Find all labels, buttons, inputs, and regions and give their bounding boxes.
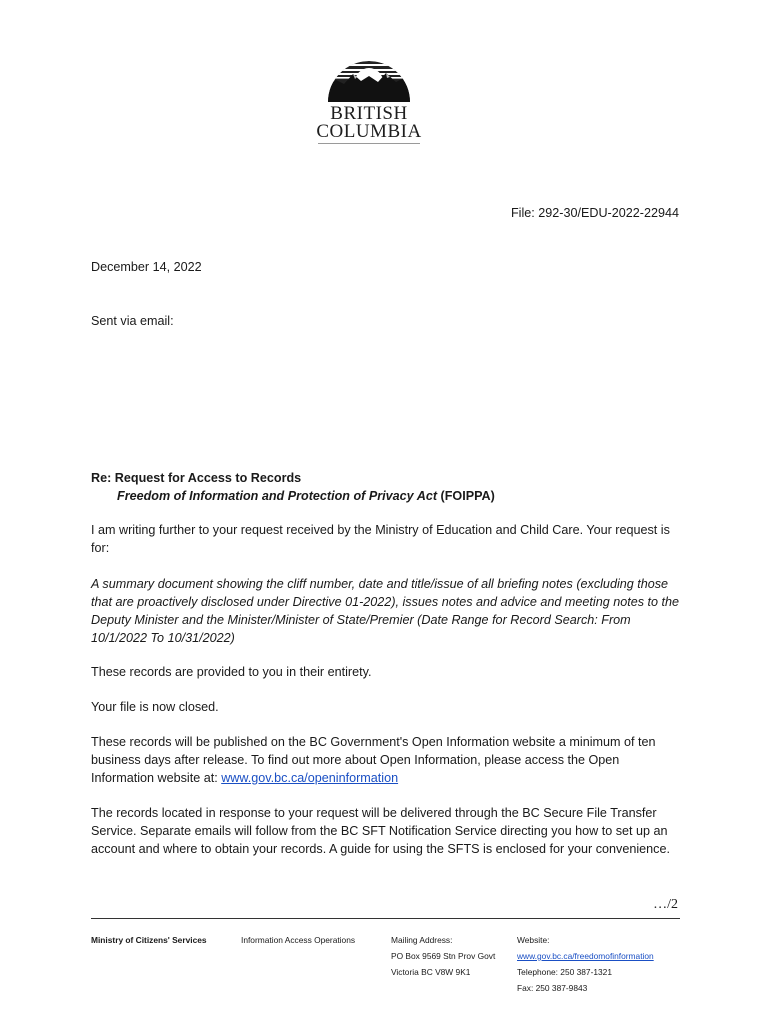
- logo-divider: [318, 143, 420, 144]
- website-link[interactable]: www.gov.bc.ca/freedomofinformation: [517, 951, 654, 961]
- website-label: Website:: [517, 935, 550, 945]
- act-title: Freedom of Information and Protection of Privacy Act: [117, 489, 438, 503]
- bc-government-logo: [312, 46, 426, 150]
- fax: Fax: 250 387-9843: [517, 983, 588, 993]
- subject-act-line: [117, 487, 495, 505]
- footer-ministry: Ministry of Citizens' Services: [91, 935, 207, 945]
- telephone: Telephone: 250 387-1321: [517, 967, 612, 977]
- sent-via-line: Sent via email:: [91, 314, 174, 328]
- mailing-line2: Victoria BC V8W 9K1: [391, 967, 471, 977]
- footer-contact: [517, 932, 654, 996]
- records-provided-paragraph: These records are provided to you in their entirety.: [91, 665, 372, 679]
- subject-line: Re: Request for Access to Records: [91, 471, 302, 485]
- footer-mailing-address: [391, 932, 495, 980]
- open-information-paragraph: [91, 733, 681, 787]
- logo-wordmark-line1: BRITISH: [330, 103, 408, 124]
- open-information-text: These records will be published on the BC Government's Open Information website a minimum of ten business days after release. To find out more about Open Information, please access the Open Information website at:: [91, 735, 656, 785]
- page-continuation: …/2: [653, 897, 678, 912]
- logo-wordmark-line2: COLUMBIA: [316, 121, 422, 142]
- letter-date: December 14, 2022: [91, 260, 202, 274]
- intro-paragraph: I am writing further to your request received by the Ministry of Education and Child Care. Your request is for:: [91, 523, 670, 555]
- request-quote: A summary document showing the cliff number, date and title/issue of all briefing notes (excluding those that are proactively disclosed under Directive 01-2022), issues notes and advice and meeting notes to the Deputy Minister and the Minister/Minister of State/Premier (Date Range for Record Search: From 10/1/2022 To 10/31/2022): [91, 577, 680, 645]
- bc-sun-mountains-icon: [326, 46, 412, 102]
- file-reference: File: 292-30/EDU-2022-22944: [510, 206, 679, 220]
- secure-transfer-paragraph: The records located in response to your request will be delivered through the BC Secure File Transfer Service. Separate emails will follow from the BC SFT Notification Service directing you how to set up an account and where to obtain your records. A guide for using the SFTS is enclosed for your convenience.: [91, 806, 670, 856]
- footer-office: Information Access Operations: [241, 935, 356, 945]
- mailing-label: Mailing Address:: [391, 935, 453, 945]
- act-abbrev: (FOIPPA): [437, 489, 495, 503]
- file-closed-paragraph: Your file is now closed.: [91, 700, 219, 714]
- footer-divider: [91, 918, 680, 919]
- open-information-link[interactable]: www.gov.bc.ca/openinformation: [221, 771, 399, 785]
- mailing-line1: PO Box 9569 Stn Prov Govt: [391, 951, 496, 961]
